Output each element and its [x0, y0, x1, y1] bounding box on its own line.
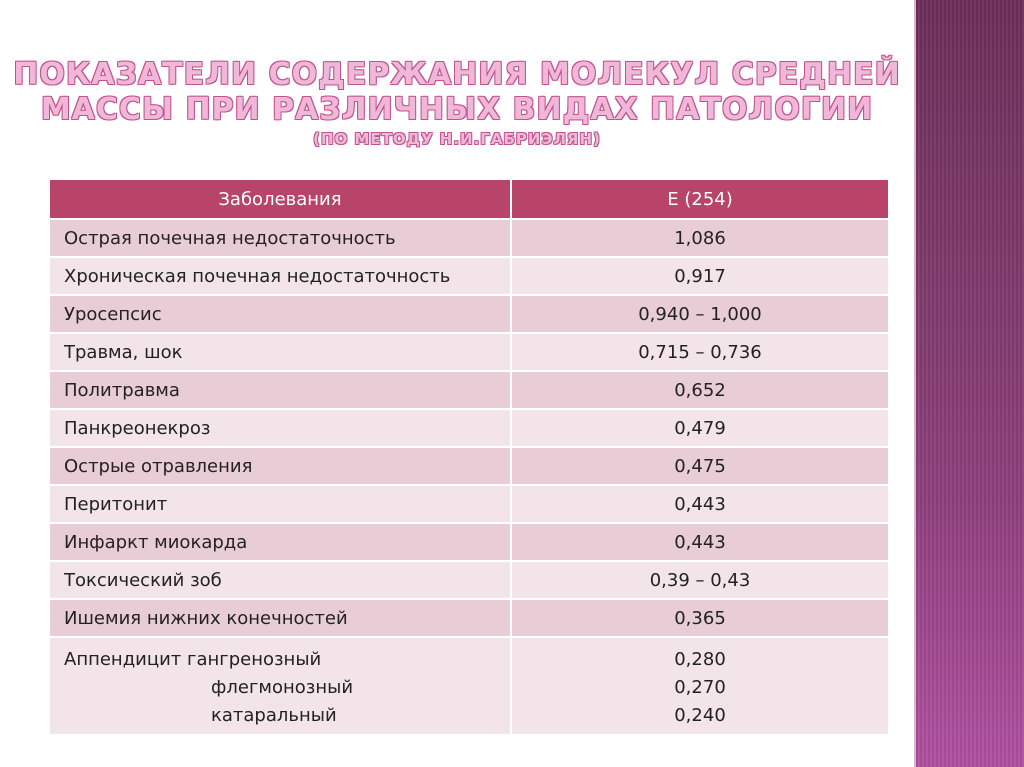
table-row: [50, 562, 890, 600]
appendicitis-value-3: 0,240: [674, 705, 726, 726]
disease-cell: [50, 638, 512, 736]
appendicitis-label-2: флегмонозный: [211, 677, 354, 698]
table-row: [50, 220, 890, 258]
value-cell: 0,652: [512, 372, 890, 410]
disease-cell: Уросепсис: [50, 296, 512, 334]
header-value: Е (254): [512, 180, 890, 220]
value-cell: 0,940 – 1,000: [512, 296, 890, 334]
value-cell: 0,443: [512, 524, 890, 562]
table-row: [50, 600, 890, 638]
table-row: [50, 334, 890, 372]
slide-title: [0, 58, 914, 148]
disease-cell: Острая почечная недостаточность: [50, 220, 512, 258]
header-disease: Заболевания: [50, 180, 512, 220]
table-row: [50, 524, 890, 562]
disease-cell: Инфаркт миокарда: [50, 524, 512, 562]
disease-cell: Ишемия нижних конечностей: [50, 600, 512, 638]
disease-cell: Острые отравления: [50, 448, 512, 486]
value-cell: 0,39 – 0,43: [512, 562, 890, 600]
value-cell: 0,443: [512, 486, 890, 524]
table-header-row: [50, 180, 890, 220]
disease-cell: Перитонит: [50, 486, 512, 524]
value-cell: 0,479: [512, 410, 890, 448]
value-cell: [512, 638, 890, 736]
title-subtitle: (ПО МЕТОДУ Н.И.ГАБРИЭЛЯН): [313, 130, 601, 148]
appendicitis-value-1: 0,280: [674, 649, 726, 670]
value-cell: 0,715 – 0,736: [512, 334, 890, 372]
disease-cell: Травма, шок: [50, 334, 512, 372]
table-row-appendicitis: [50, 638, 890, 736]
table-row: [50, 486, 890, 524]
table-row: [50, 372, 890, 410]
value-cell: 0,917: [512, 258, 890, 296]
pathology-table: [50, 180, 890, 736]
table-row: [50, 258, 890, 296]
table-row: [50, 296, 890, 334]
title-line-2: МАССЫ ПРИ РАЗЛИЧНЫХ ВИДАХ ПАТОЛОГИИ: [40, 91, 874, 127]
table-row: [50, 448, 890, 486]
value-cell: 0,365: [512, 600, 890, 638]
appendicitis-value-2: 0,270: [674, 677, 726, 698]
table-row: [50, 410, 890, 448]
disease-cell: Хроническая почечная недостаточность: [50, 258, 512, 296]
title-line-1: ПОКАЗАТЕЛИ СОДЕРЖАНИЯ МОЛЕКУЛ СРЕДНЕЙ: [13, 57, 901, 92]
decorative-side-band: [914, 0, 1024, 767]
value-cell: 1,086: [512, 220, 890, 258]
value-cell: 0,475: [512, 448, 890, 486]
disease-cell: Панкреонекроз: [50, 410, 512, 448]
disease-cell: Политравма: [50, 372, 512, 410]
appendicitis-label-1: Аппендицит гангренозный: [64, 649, 322, 670]
appendicitis-label-3: катаральный: [211, 705, 337, 726]
disease-cell: Токсический зоб: [50, 562, 512, 600]
